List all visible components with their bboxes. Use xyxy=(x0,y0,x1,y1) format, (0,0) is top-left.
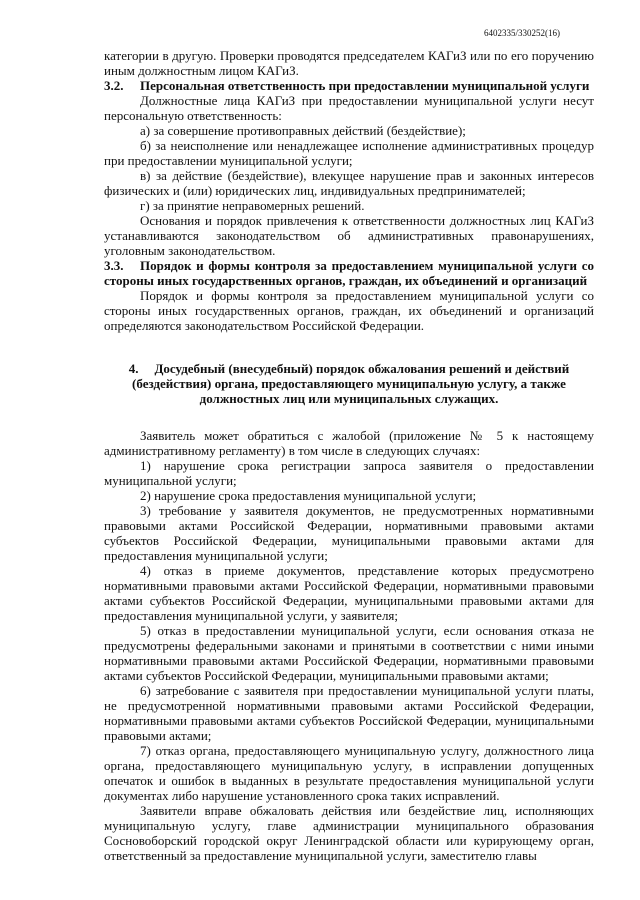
section-title: Досудебный (внесудебный) порядок обжалования решений и действий (бездействия) органа, предоставляющего муниципальную услугу, а также должностных лиц или муниципальных служащих. xyxy=(132,361,570,406)
list-item: а) за совершение противоправных действий (бездействие); xyxy=(140,123,466,138)
list-item: 1) нарушение срока регистрации запроса заявителя о предоставлении муниципальной услуги; xyxy=(104,458,594,488)
spacer xyxy=(104,406,594,428)
list-item: 4) отказ в приеме документов, представление которых предусмотрено нормативными правовыми актами Российской Федерации, нормативными правовыми актами субъектов Российской Федерации, муниципальными правовыми актами для предоставления муниципальной услуги, у заявителя; xyxy=(104,563,594,623)
paragraph: Заявители вправе обжаловать действия или бездействие лиц, исполняющих муниципальную услугу, главе администрации муниципального образования Сосновоборский городской округ Ленинградской области или курирующему орган, ответственный за предоставление муниципальной услуги, заместителю главы xyxy=(104,803,594,863)
paragraph: Основания и порядок привлечения к ответственности должностных лиц КАГиЗ устанавливаются законодательством об административных правонарушениях, уголовным законодательством. xyxy=(104,213,594,258)
paragraph: Порядок и формы контроля за предоставлением муниципальной услуги со стороны иных государственных органов, граждан, их объединений и организаций определяются законодательством Российской Федерации. xyxy=(104,288,594,333)
section-3-3-heading xyxy=(104,258,594,288)
list-item: 7) отказ органа, предоставляющего муниципальную услугу, должностного лица органа, предоставляющего муниципальную услугу, в исправлении допущенных опечаток и ошибок в выданных в результате предоставления муниципальной услуги документах либо нарушение установленного срока таких исправлений. xyxy=(104,743,594,803)
document-id: 6402335/330252(16) xyxy=(484,28,560,38)
section-number: 3.2. xyxy=(104,78,124,93)
paragraph: Заявитель может обратиться с жалобой (приложение № 5 к настоящему административному регламенту) в том числе в следующих случаях: xyxy=(104,428,594,458)
list-item: 3) требование у заявителя документов, не предусмотренных нормативными правовыми актами Российской Федерации, нормативными правовыми актами субъектов Российской Федерации, муниципальными правовыми актами для предоставления муниципальной услуги; xyxy=(104,503,594,563)
list-item: 2) нарушение срока предоставления муниципальной услуги; xyxy=(140,488,477,503)
paragraph-intro: категории в другую. Проверки проводятся председателем КАГиЗ или по его поручению иным должностным лицом КАГиЗ. xyxy=(104,48,594,78)
list-item: 5) отказ в предоставлении муниципальной услуги, если основания отказа не предусмотрены федеральными законами и принятыми в соответствии с ними иными нормативными правовыми актами Российской Федерации, нормативными правовыми актами субъектов Российской Федерации, муниципальными правовыми актами; xyxy=(104,623,594,683)
document-body xyxy=(104,48,594,863)
paragraph: Должностные лица КАГиЗ при предоставлении муниципальной услуги несут персональную ответственность: xyxy=(104,93,594,123)
list-item: 6) затребование с заявителя при предоставлении муниципальной услуги платы, не предусмотренной нормативными правовыми актами Российской Федерации, нормативными правовыми актами субъектов Российской Федерации, муниципальными правовыми актами; xyxy=(104,683,594,743)
list-item: б) за неисполнение или ненадлежащее исполнение административных процедур при предоставлении муниципальной услуги; xyxy=(104,138,594,168)
list-item: г) за принятие неправомерных решений. xyxy=(140,198,365,213)
list-item: в) за действие (бездействие), влекущее нарушение прав и законных интересов физических и (или) юридических лиц, индивидуальных предпринимателей; xyxy=(104,168,594,198)
section-number: 4. xyxy=(128,361,139,376)
spacer xyxy=(104,333,594,361)
section-number: 3.3. xyxy=(104,258,124,273)
section-title: Порядок и формы контроля за предоставлением муниципальной услуги со стороны иных государственных органов, граждан, их объединений и организаций xyxy=(104,258,594,288)
section-4-heading xyxy=(104,361,594,406)
section-title: Персональная ответственность при предоставлении муниципальной услуги xyxy=(140,78,590,93)
section-3-2-heading xyxy=(104,78,594,93)
